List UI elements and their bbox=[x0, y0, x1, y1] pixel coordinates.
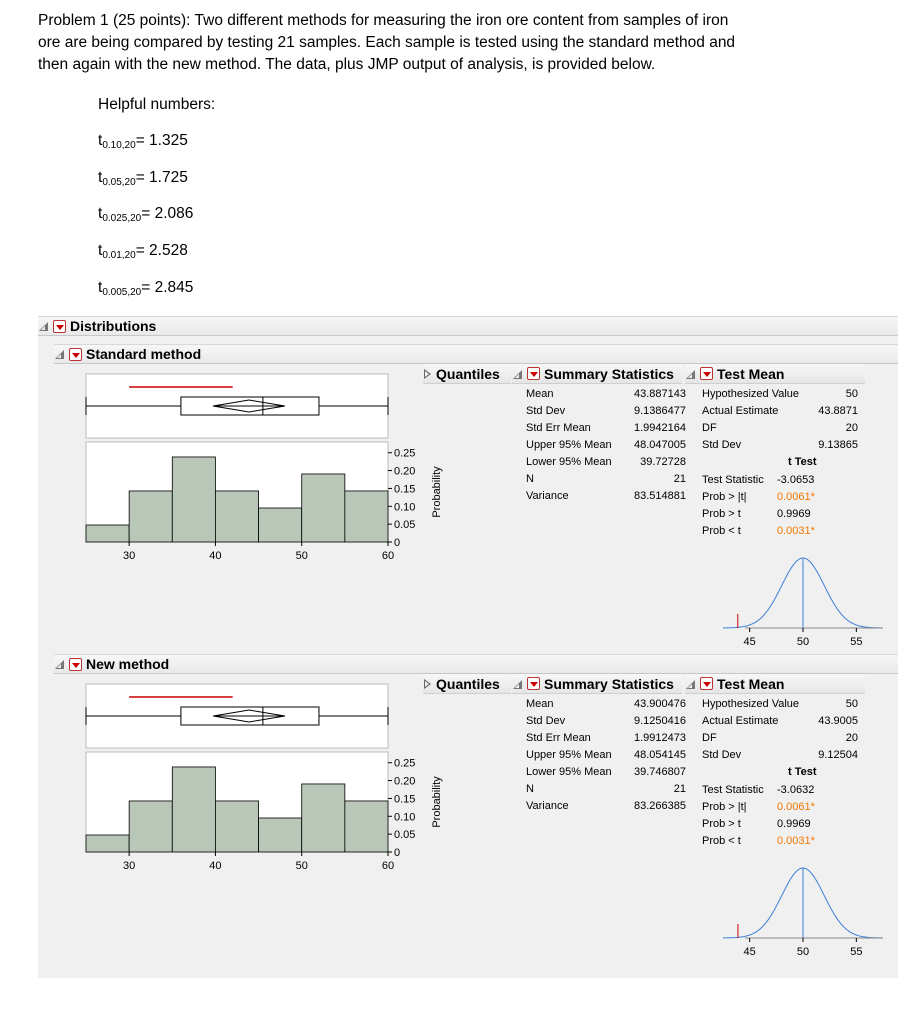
curve-x-tick-label: 45 bbox=[743, 946, 756, 958]
x-tick-label: 60 bbox=[381, 550, 395, 562]
summary-value: 1.9912473 bbox=[634, 732, 686, 744]
t-test-row bbox=[702, 506, 832, 523]
red-triangle-menu-icon[interactable] bbox=[69, 658, 82, 671]
test-mean-title: Test Mean bbox=[717, 365, 785, 382]
x-tick-label: 40 bbox=[209, 860, 222, 872]
t-value-2: $t_{0.05,20}= 1.725$ bbox=[98, 169, 188, 188]
y-tick-label: 0.15 bbox=[394, 483, 416, 496]
summary-value: 21 bbox=[673, 473, 686, 485]
summary-value: 1.9942164 bbox=[634, 422, 686, 434]
disclosure-icon[interactable] bbox=[685, 678, 697, 690]
test-mean-value: 20 bbox=[845, 732, 858, 744]
red-triangle-menu-icon[interactable] bbox=[53, 320, 66, 333]
summary-value: 43.887143 bbox=[634, 388, 686, 400]
histogram-bar bbox=[259, 508, 302, 542]
y-tick-label: 0.05 bbox=[394, 519, 416, 532]
summary-label: Std Err Mean bbox=[526, 732, 591, 744]
summary-label: Std Dev bbox=[526, 405, 566, 417]
y-tick-label: 0.20 bbox=[394, 465, 416, 478]
t-test-heading: t Test bbox=[788, 766, 817, 778]
summary-row bbox=[526, 471, 686, 488]
red-triangle-menu-icon[interactable] bbox=[700, 367, 713, 380]
histogram-bar bbox=[215, 801, 258, 852]
problem-line-1: Problem 1 (25 points): Two different methods for measuring the iron ore content from samples of iron bbox=[38, 12, 729, 29]
test-mean-row bbox=[702, 713, 858, 730]
distributions-header[interactable] bbox=[38, 316, 898, 336]
test-mean-table bbox=[702, 696, 858, 764]
closed-disclosure-icon[interactable] bbox=[423, 679, 433, 689]
test-mean-label: DF bbox=[702, 732, 717, 744]
summary-statistics-title: Summary Statistics bbox=[544, 675, 674, 692]
summary-row bbox=[526, 420, 686, 437]
t-test-label: Prob > |t| bbox=[702, 491, 747, 503]
quantiles-title: Quantiles bbox=[436, 675, 500, 692]
histogram-bar bbox=[215, 491, 258, 542]
summary-label: Std Dev bbox=[526, 715, 566, 727]
summary-statistics-header[interactable] bbox=[512, 364, 682, 384]
t-test-curve-chart bbox=[723, 866, 883, 961]
test-mean-title: Test Mean bbox=[717, 675, 785, 692]
y-tick-label: 0 bbox=[394, 537, 401, 549]
disclosure-icon[interactable] bbox=[685, 368, 697, 380]
summary-value: 39.72728 bbox=[640, 456, 686, 468]
histogram-bar bbox=[259, 818, 302, 852]
test-mean-label: Hypothesized Value bbox=[702, 388, 800, 400]
red-triangle-menu-icon[interactable] bbox=[527, 677, 540, 690]
test-mean-row bbox=[702, 696, 858, 713]
t-test-row bbox=[702, 472, 832, 489]
t-test-row bbox=[702, 782, 832, 799]
summary-label: Mean bbox=[526, 698, 554, 710]
t-test-row bbox=[702, 799, 832, 816]
problem-statement bbox=[38, 10, 798, 76]
summary-value: 48.047005 bbox=[634, 439, 686, 451]
quantiles-header[interactable] bbox=[423, 674, 511, 694]
red-triangle-menu-icon[interactable] bbox=[69, 348, 82, 361]
disclosure-icon[interactable] bbox=[54, 658, 66, 670]
histogram-bar bbox=[302, 474, 345, 542]
histogram-bar bbox=[302, 784, 345, 852]
y-axis-label: Probability bbox=[431, 466, 443, 518]
summary-row bbox=[526, 454, 686, 471]
t-test-value: 0.0031* bbox=[777, 835, 815, 847]
section-title: New method bbox=[86, 656, 170, 672]
y-tick-label: 0.25 bbox=[394, 447, 416, 460]
y-tick-label: 0.15 bbox=[394, 793, 416, 806]
summary-value: 21 bbox=[673, 783, 686, 795]
test-mean-value: 9.12504 bbox=[818, 749, 858, 761]
quantiles-title: Quantiles bbox=[436, 365, 500, 382]
x-tick-label: 50 bbox=[295, 860, 308, 872]
t-test-label: Prob < t bbox=[702, 525, 741, 537]
curve-x-tick-label: 55 bbox=[850, 636, 863, 648]
summary-value: 9.1250416 bbox=[634, 715, 686, 727]
distributions-title: Distributions bbox=[70, 318, 157, 334]
t-test-heading: t Test bbox=[788, 456, 817, 468]
disclosure-icon[interactable] bbox=[512, 678, 524, 690]
test-mean-row bbox=[702, 747, 858, 764]
histogram-bar bbox=[129, 801, 172, 852]
histogram-boxplot-chart bbox=[78, 368, 443, 573]
t-test-label: Prob < t bbox=[702, 835, 741, 847]
t-value-4: $t_{0.01,20}= 2.528$ bbox=[98, 242, 188, 261]
summary-row bbox=[526, 488, 686, 505]
quantiles-header[interactable] bbox=[423, 364, 511, 384]
summary-row bbox=[526, 696, 686, 713]
t-value-1: $t_{0.10,20}= 1.325$ bbox=[98, 132, 188, 151]
t-value-5: $t_{0.005,20}= 2.845$ bbox=[98, 279, 194, 298]
summary-statistics-table bbox=[526, 696, 686, 815]
test-mean-row bbox=[702, 730, 858, 747]
summary-row bbox=[526, 781, 686, 798]
t-test-table bbox=[702, 782, 832, 850]
histogram-bar bbox=[86, 835, 129, 852]
curve-x-tick-label: 55 bbox=[850, 946, 863, 958]
t-test-row bbox=[702, 523, 832, 540]
test-mean-header[interactable] bbox=[685, 364, 865, 384]
summary-statistics-title: Summary Statistics bbox=[544, 365, 674, 382]
histogram-bar bbox=[172, 457, 215, 542]
y-tick-label: 0.10 bbox=[394, 811, 416, 824]
t-test-row bbox=[702, 816, 832, 833]
summary-value: 39.746807 bbox=[634, 766, 686, 778]
test-mean-label: Hypothesized Value bbox=[702, 698, 800, 710]
summary-label: Std Err Mean bbox=[526, 422, 591, 434]
x-tick-label: 40 bbox=[209, 550, 222, 562]
test-mean-label: Std Dev bbox=[702, 439, 742, 451]
test-mean-value: 50 bbox=[845, 698, 858, 710]
histogram-bar bbox=[86, 525, 129, 542]
summary-value: 83.266385 bbox=[634, 800, 686, 812]
red-triangle-menu-icon[interactable] bbox=[700, 677, 713, 690]
t-test-label: Prob > t bbox=[702, 818, 741, 830]
t-test-value: 0.9969 bbox=[777, 818, 811, 830]
summary-row bbox=[526, 713, 686, 730]
t-test-value: 0.9969 bbox=[777, 508, 811, 520]
t-test-value: 0.0061* bbox=[777, 491, 815, 503]
curve-x-tick-label: 45 bbox=[743, 636, 756, 648]
t-test-label: Prob > t bbox=[702, 508, 741, 520]
helpful-numbers-title: Helpful numbers: bbox=[98, 96, 216, 113]
test-mean-row bbox=[702, 437, 858, 454]
x-tick-label: 60 bbox=[381, 860, 395, 872]
y-tick-label: 0.10 bbox=[394, 501, 416, 514]
test-mean-value: 43.9005 bbox=[818, 715, 858, 727]
closed-disclosure-icon[interactable] bbox=[423, 369, 433, 379]
histogram-boxplot-chart bbox=[78, 678, 443, 883]
summary-row bbox=[526, 747, 686, 764]
jmp-output bbox=[38, 316, 898, 978]
histogram-bar bbox=[345, 491, 388, 542]
summary-label: Upper 95% Mean bbox=[526, 749, 612, 761]
t-test-label: Test Statistic bbox=[702, 784, 764, 796]
summary-row bbox=[526, 730, 686, 747]
curve-x-tick-label: 50 bbox=[796, 636, 810, 648]
test-mean-label: DF bbox=[702, 422, 717, 434]
test-mean-label: Actual Estimate bbox=[702, 405, 779, 417]
t-test-label: Prob > |t| bbox=[702, 801, 747, 813]
test-mean-label: Actual Estimate bbox=[702, 715, 779, 727]
t-test-label: Test Statistic bbox=[702, 474, 764, 486]
summary-label: Upper 95% Mean bbox=[526, 439, 612, 451]
summary-statistics-table bbox=[526, 386, 686, 505]
test-mean-label: Std Dev bbox=[702, 749, 742, 761]
histogram-bar bbox=[129, 491, 172, 542]
t-value-3: $t_{0.025,20}= 2.086$ bbox=[98, 205, 194, 224]
test-mean-value: 43.8871 bbox=[818, 405, 858, 417]
t-test-curve-chart bbox=[723, 556, 883, 651]
test-mean-table bbox=[702, 386, 858, 454]
t-test-value: -3.0632 bbox=[777, 784, 815, 796]
summary-label: Lower 95% Mean bbox=[526, 456, 612, 468]
histogram-bar bbox=[345, 801, 388, 852]
summary-row bbox=[526, 386, 686, 403]
t-test-value: 0.0031* bbox=[777, 525, 815, 537]
summary-row bbox=[526, 437, 686, 454]
section-header[interactable] bbox=[54, 344, 898, 364]
summary-value: 43.900476 bbox=[634, 698, 686, 710]
test-mean-value: 50 bbox=[845, 388, 858, 400]
summary-statistics-header[interactable] bbox=[512, 674, 682, 694]
t-test-value: 0.0061* bbox=[777, 801, 815, 813]
problem-line-3: then again with the new method. The data, plus JMP output of analysis, is provided below. bbox=[38, 56, 656, 73]
test-mean-row bbox=[702, 386, 858, 403]
test-mean-value: 9.13865 bbox=[818, 439, 858, 451]
summary-row bbox=[526, 764, 686, 781]
summary-value: 48.054145 bbox=[634, 749, 686, 761]
y-tick-label: 0.05 bbox=[394, 829, 416, 842]
disclosure-icon[interactable] bbox=[512, 368, 524, 380]
summary-label: Lower 95% Mean bbox=[526, 766, 612, 778]
test-mean-row bbox=[702, 420, 858, 437]
red-triangle-menu-icon[interactable] bbox=[527, 367, 540, 380]
summary-row bbox=[526, 403, 686, 420]
y-tick-label: 0.20 bbox=[394, 775, 416, 788]
y-tick-label: 0 bbox=[394, 847, 401, 859]
disclosure-icon[interactable] bbox=[38, 320, 50, 332]
x-tick-label: 50 bbox=[295, 550, 308, 562]
curve-x-tick-label: 50 bbox=[796, 946, 810, 958]
summary-label: Mean bbox=[526, 388, 554, 400]
summary-row bbox=[526, 798, 686, 815]
t-test-table bbox=[702, 472, 832, 540]
x-tick-label: 30 bbox=[123, 860, 136, 872]
summary-label: Variance bbox=[526, 490, 569, 502]
t-test-value: -3.0653 bbox=[777, 474, 815, 486]
summary-label: N bbox=[526, 783, 534, 795]
test-mean-row bbox=[702, 403, 858, 420]
y-axis-label: Probability bbox=[431, 776, 443, 828]
section-header[interactable] bbox=[54, 654, 898, 674]
section-title: Standard method bbox=[86, 346, 202, 362]
x-tick-label: 30 bbox=[123, 550, 136, 562]
summary-label: N bbox=[526, 473, 534, 485]
histogram-bar bbox=[172, 767, 215, 852]
t-test-row bbox=[702, 489, 832, 506]
test-mean-header[interactable] bbox=[685, 674, 865, 694]
y-tick-label: 0.25 bbox=[394, 757, 416, 770]
disclosure-icon[interactable] bbox=[54, 348, 66, 360]
problem-line-2: ore are being compared by testing 21 samples. Each sample is tested using the standard method and bbox=[38, 34, 736, 51]
t-test-row bbox=[702, 833, 832, 850]
summary-value: 83.514881 bbox=[634, 490, 686, 502]
summary-label: Variance bbox=[526, 800, 569, 812]
test-mean-value: 20 bbox=[845, 422, 858, 434]
summary-value: 9.1386477 bbox=[634, 405, 686, 417]
